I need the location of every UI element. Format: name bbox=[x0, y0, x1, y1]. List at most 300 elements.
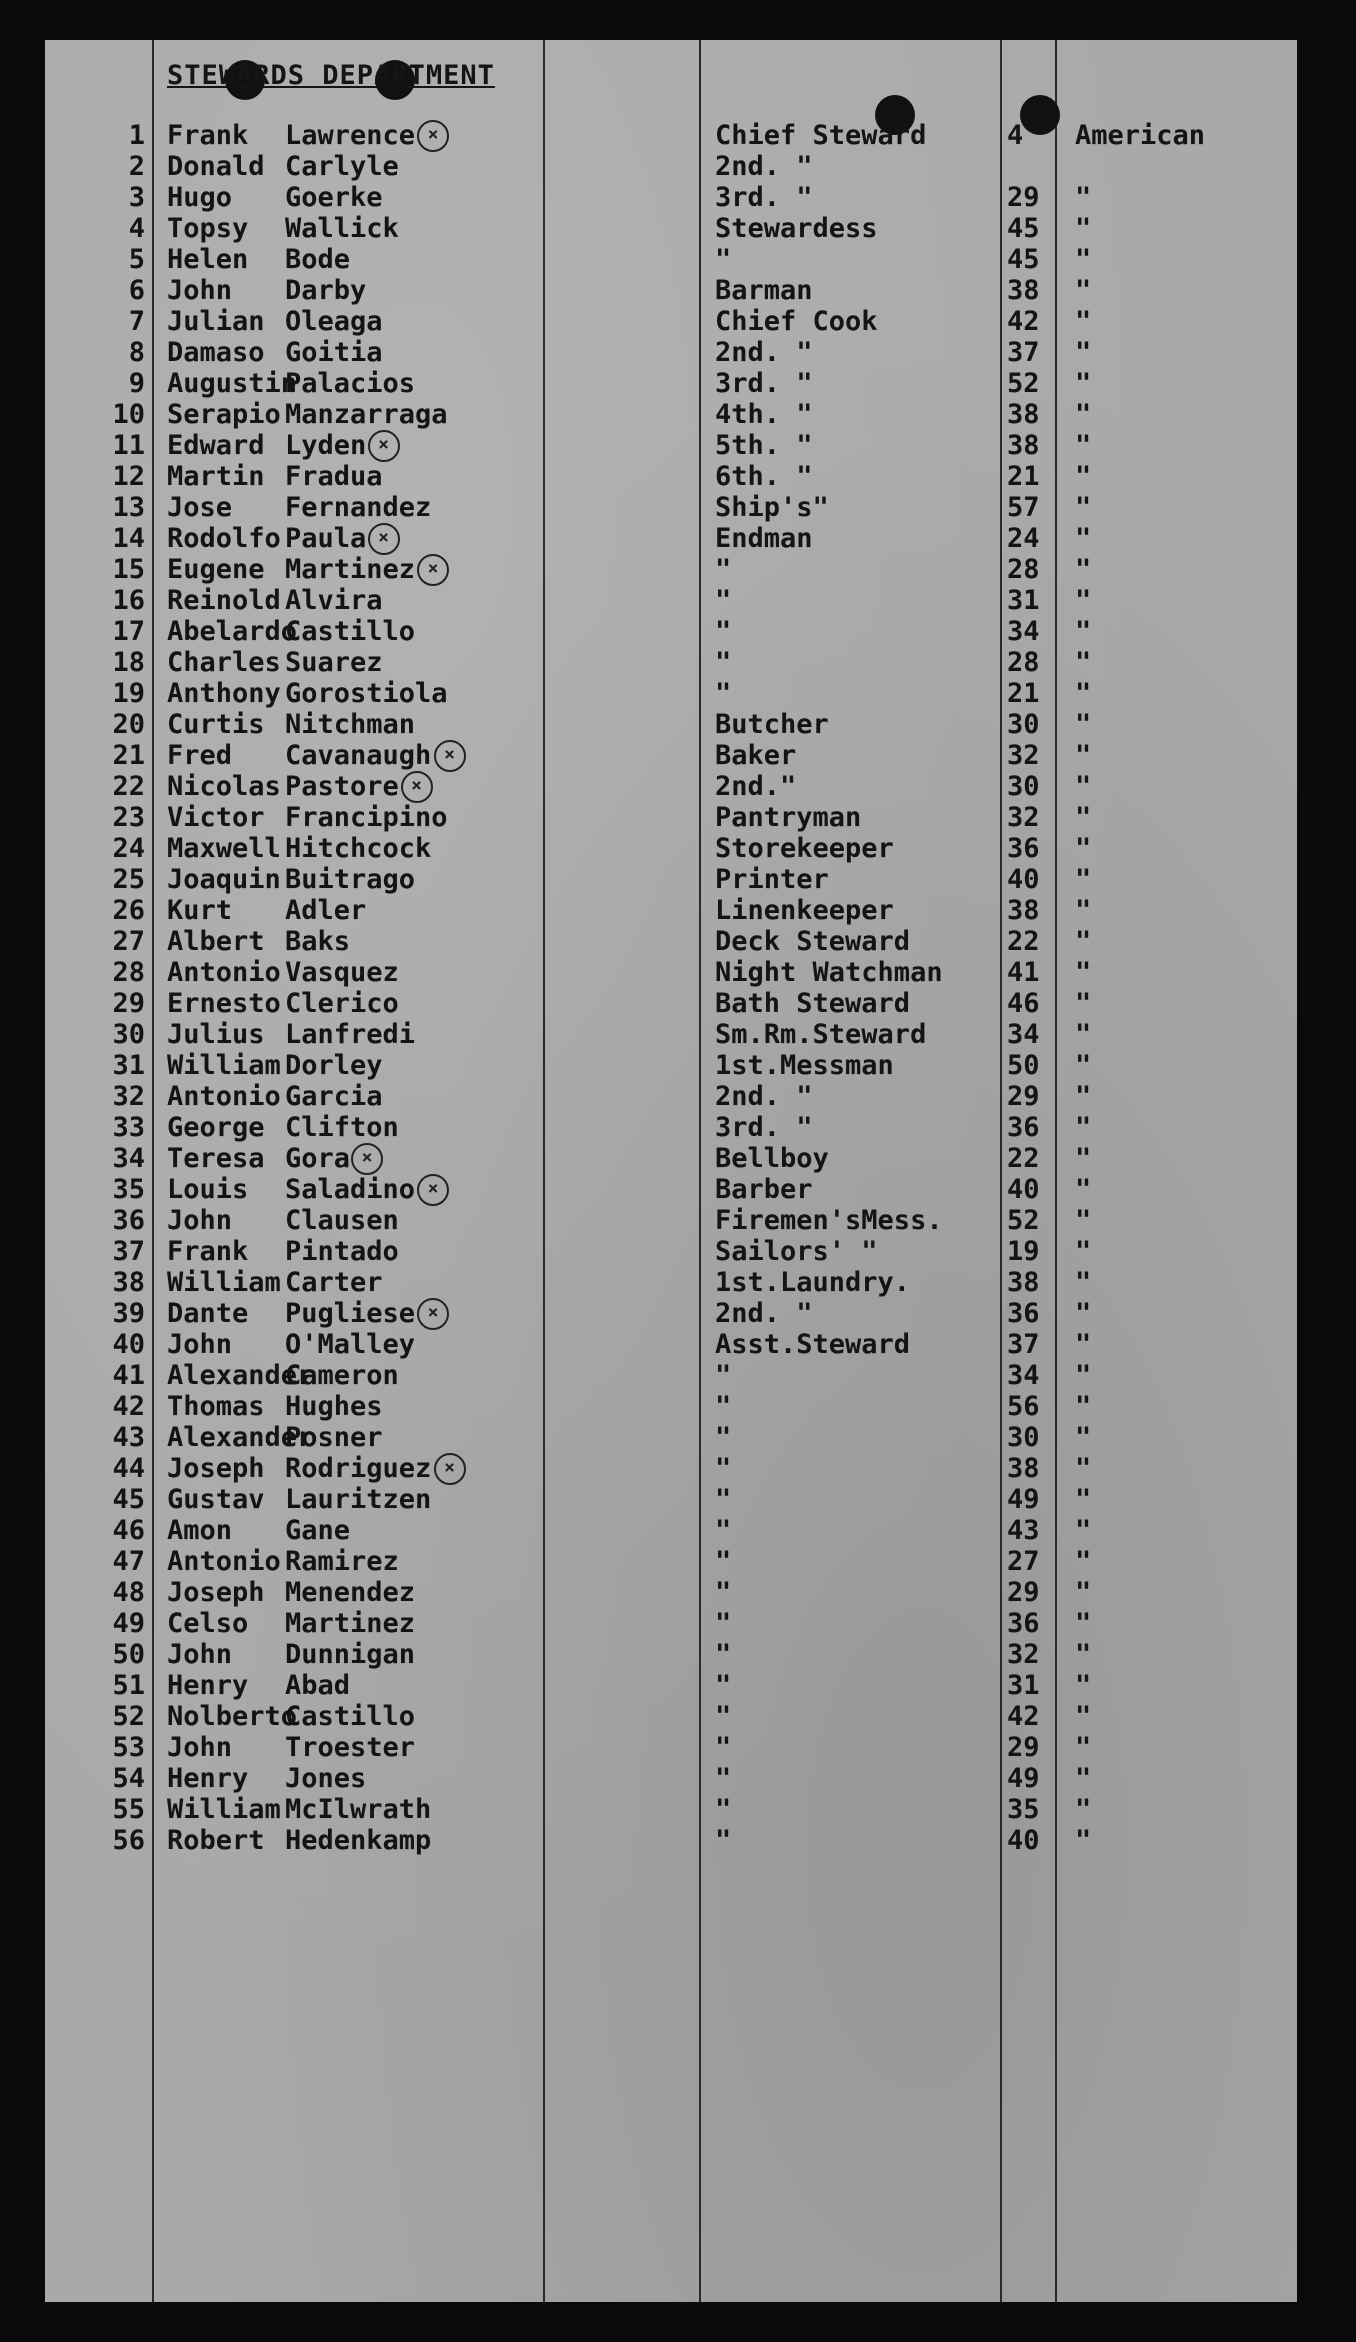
nationality: " bbox=[1075, 1732, 1092, 1763]
rating: " bbox=[715, 1422, 732, 1453]
first-name: Joseph bbox=[167, 1453, 265, 1484]
first-name: Victor bbox=[167, 802, 265, 833]
row-number: 38 bbox=[112, 1267, 145, 1298]
rating: " bbox=[715, 1794, 732, 1825]
nationality: " bbox=[1075, 1267, 1092, 1298]
age: 35 bbox=[1007, 1794, 1040, 1825]
table-row bbox=[45, 895, 1297, 926]
rating: 1st.Laundry. bbox=[715, 1267, 911, 1298]
row-number: 2 bbox=[128, 151, 145, 182]
last-name: Nitchman bbox=[285, 709, 416, 740]
table-row bbox=[45, 1825, 1297, 1856]
nationality: " bbox=[1075, 1825, 1092, 1856]
row-number: 23 bbox=[112, 802, 145, 833]
first-name: Fred bbox=[167, 740, 233, 771]
first-name: Nicolas bbox=[167, 771, 281, 802]
first-name: Frank bbox=[167, 1236, 249, 1267]
row-number: 44 bbox=[112, 1453, 145, 1484]
nationality: " bbox=[1075, 1143, 1092, 1174]
row-number: 39 bbox=[112, 1298, 145, 1329]
nationality: " bbox=[1075, 1422, 1092, 1453]
last-name: Goitia bbox=[285, 337, 383, 368]
last-name: Goerke bbox=[285, 182, 383, 213]
table-row bbox=[45, 213, 1297, 244]
rating: Endman bbox=[715, 523, 813, 554]
row-number: 12 bbox=[112, 461, 145, 492]
age: 31 bbox=[1007, 585, 1040, 616]
row-number: 15 bbox=[112, 554, 145, 585]
nationality: " bbox=[1075, 1608, 1092, 1639]
age: 29 bbox=[1007, 1081, 1040, 1112]
age: 36 bbox=[1007, 1112, 1040, 1143]
rating: 6th. " bbox=[715, 461, 813, 492]
first-name: Antonio bbox=[167, 957, 281, 988]
row-number: 41 bbox=[112, 1360, 145, 1391]
last-name: Castillo bbox=[285, 1701, 416, 1732]
nationality: " bbox=[1075, 461, 1092, 492]
rating: Sm.Rm.Steward bbox=[715, 1019, 927, 1050]
age: 40 bbox=[1007, 1825, 1040, 1856]
age: 30 bbox=[1007, 771, 1040, 802]
nationality: " bbox=[1075, 1546, 1092, 1577]
row-number: 48 bbox=[112, 1577, 145, 1608]
rating: " bbox=[715, 678, 732, 709]
age: 46 bbox=[1007, 988, 1040, 1019]
age: 42 bbox=[1007, 1701, 1040, 1732]
nationality: " bbox=[1075, 647, 1092, 678]
table-row bbox=[45, 771, 1297, 802]
last-name: Rodriguez bbox=[285, 1453, 432, 1484]
rating: Barman bbox=[715, 275, 813, 306]
table-row bbox=[45, 833, 1297, 864]
rating: 2nd. " bbox=[715, 1081, 813, 1112]
nationality: " bbox=[1075, 1577, 1092, 1608]
last-name: Lauritzen bbox=[285, 1484, 432, 1515]
nationality: " bbox=[1075, 1701, 1092, 1732]
first-name: Maxwell bbox=[167, 833, 281, 864]
first-name: Joaquin bbox=[167, 864, 281, 895]
rating: " bbox=[715, 1763, 732, 1794]
nationality: " bbox=[1075, 1112, 1092, 1143]
age: 28 bbox=[1007, 554, 1040, 585]
age: 36 bbox=[1007, 1298, 1040, 1329]
first-name: Augustin bbox=[167, 368, 298, 399]
age: 29 bbox=[1007, 1732, 1040, 1763]
table-row bbox=[45, 1453, 1297, 1484]
row-number: 20 bbox=[112, 709, 145, 740]
row-number: 55 bbox=[112, 1794, 145, 1825]
age: 21 bbox=[1007, 678, 1040, 709]
first-name: Antonio bbox=[167, 1546, 281, 1577]
table-row bbox=[45, 1081, 1297, 1112]
row-number: 10 bbox=[112, 399, 145, 430]
nationality: " bbox=[1075, 399, 1092, 430]
last-name: Ramirez bbox=[285, 1546, 399, 1577]
rating: 2nd. " bbox=[715, 337, 813, 368]
table-row bbox=[45, 1484, 1297, 1515]
last-name: Cavanaugh bbox=[285, 740, 432, 771]
table-row bbox=[45, 1546, 1297, 1577]
table-row bbox=[45, 647, 1297, 678]
rating: " bbox=[715, 244, 732, 275]
nationality: " bbox=[1075, 771, 1092, 802]
nationality: " bbox=[1075, 1236, 1092, 1267]
rating: Linenkeeper bbox=[715, 895, 894, 926]
rating: " bbox=[715, 1391, 732, 1422]
first-name: Martin bbox=[167, 461, 265, 492]
nationality: " bbox=[1075, 368, 1092, 399]
rating: Chief Cook bbox=[715, 306, 878, 337]
last-name: Pugliese bbox=[285, 1298, 416, 1329]
first-name: Kurt bbox=[167, 895, 233, 926]
nationality: " bbox=[1075, 1205, 1092, 1236]
table-row bbox=[45, 244, 1297, 275]
nationality: " bbox=[1075, 895, 1092, 926]
table-row bbox=[45, 1050, 1297, 1081]
table-row bbox=[45, 740, 1297, 771]
nationality: " bbox=[1075, 802, 1092, 833]
age: 43 bbox=[1007, 1515, 1040, 1546]
row-number: 8 bbox=[128, 337, 145, 368]
age: 27 bbox=[1007, 1546, 1040, 1577]
age: 40 bbox=[1007, 864, 1040, 895]
row-number: 4 bbox=[128, 213, 145, 244]
age: 49 bbox=[1007, 1763, 1040, 1794]
nationality: " bbox=[1075, 585, 1092, 616]
nationality: " bbox=[1075, 1174, 1092, 1205]
row-number: 21 bbox=[112, 740, 145, 771]
first-name: Gustav bbox=[167, 1484, 265, 1515]
last-name: Hedenkamp bbox=[285, 1825, 432, 1856]
last-name: Gorostiola bbox=[285, 678, 448, 709]
last-name: Adler bbox=[285, 895, 367, 926]
circled-x-mark-icon: × bbox=[417, 1174, 449, 1206]
row-number: 6 bbox=[128, 275, 145, 306]
age: 30 bbox=[1007, 1422, 1040, 1453]
row-number: 42 bbox=[112, 1391, 145, 1422]
age: 38 bbox=[1007, 1267, 1040, 1298]
age: 34 bbox=[1007, 1019, 1040, 1050]
row-number: 46 bbox=[112, 1515, 145, 1546]
crew-list-sheet bbox=[45, 40, 1297, 2302]
last-name: Menendez bbox=[285, 1577, 416, 1608]
first-name: John bbox=[167, 275, 233, 306]
row-number: 9 bbox=[128, 368, 145, 399]
circled-x-mark-icon: × bbox=[417, 1298, 449, 1330]
nationality: " bbox=[1075, 1453, 1092, 1484]
last-name: Pintado bbox=[285, 1236, 399, 1267]
row-number: 34 bbox=[112, 1143, 145, 1174]
circled-x-mark-icon: × bbox=[368, 523, 400, 555]
row-number: 36 bbox=[112, 1205, 145, 1236]
rating: 1st.Messman bbox=[715, 1050, 894, 1081]
rating: 3rd. " bbox=[715, 1112, 813, 1143]
first-name: Celso bbox=[167, 1608, 249, 1639]
table-row bbox=[45, 1608, 1297, 1639]
last-name: Clifton bbox=[285, 1112, 399, 1143]
first-name: John bbox=[167, 1205, 233, 1236]
age: 56 bbox=[1007, 1391, 1040, 1422]
table-row bbox=[45, 461, 1297, 492]
row-number: 25 bbox=[112, 864, 145, 895]
rating: " bbox=[715, 647, 732, 678]
last-name: Martinez bbox=[285, 1608, 416, 1639]
age: 34 bbox=[1007, 616, 1040, 647]
row-number: 51 bbox=[112, 1670, 145, 1701]
age: 28 bbox=[1007, 647, 1040, 678]
table-row bbox=[45, 1112, 1297, 1143]
table-row bbox=[45, 1019, 1297, 1050]
rating: Chief Steward bbox=[715, 120, 927, 151]
first-name: Henry bbox=[167, 1763, 249, 1794]
row-number: 5 bbox=[128, 244, 145, 275]
last-name: Martinez bbox=[285, 554, 416, 585]
rating: Ship's" bbox=[715, 492, 829, 523]
last-name: Francipino bbox=[285, 802, 448, 833]
age: 4 bbox=[1007, 120, 1024, 151]
table-row bbox=[45, 399, 1297, 430]
age: 22 bbox=[1007, 926, 1040, 957]
row-number: 28 bbox=[112, 957, 145, 988]
nationality: " bbox=[1075, 337, 1092, 368]
row-number: 56 bbox=[112, 1825, 145, 1856]
first-name: Jose bbox=[167, 492, 233, 523]
table-row bbox=[45, 678, 1297, 709]
age: 32 bbox=[1007, 802, 1040, 833]
rating: " bbox=[715, 554, 732, 585]
circled-x-mark-icon: × bbox=[401, 771, 433, 803]
nationality: " bbox=[1075, 275, 1092, 306]
first-name: Thomas bbox=[167, 1391, 265, 1422]
circled-x-mark-icon: × bbox=[434, 740, 466, 772]
row-number: 30 bbox=[112, 1019, 145, 1050]
last-name: Jones bbox=[285, 1763, 367, 1794]
table-row bbox=[45, 957, 1297, 988]
last-name: Palacios bbox=[285, 368, 416, 399]
table-row bbox=[45, 1670, 1297, 1701]
rating: " bbox=[715, 1825, 732, 1856]
rating: Bellboy bbox=[715, 1143, 829, 1174]
last-name: Clerico bbox=[285, 988, 399, 1019]
table-row bbox=[45, 182, 1297, 213]
first-name: Abelardo bbox=[167, 616, 298, 647]
rating: 4th. " bbox=[715, 399, 813, 430]
row-number: 18 bbox=[112, 647, 145, 678]
first-name: Rodolfo bbox=[167, 523, 281, 554]
row-number: 26 bbox=[112, 895, 145, 926]
rating: " bbox=[715, 1701, 732, 1732]
age: 52 bbox=[1007, 1205, 1040, 1236]
nationality: " bbox=[1075, 1515, 1092, 1546]
row-number: 53 bbox=[112, 1732, 145, 1763]
row-number: 47 bbox=[112, 1546, 145, 1577]
age: 38 bbox=[1007, 275, 1040, 306]
last-name: Paula bbox=[285, 523, 367, 554]
first-name: Julius bbox=[167, 1019, 265, 1050]
table-row bbox=[45, 585, 1297, 616]
age: 30 bbox=[1007, 709, 1040, 740]
first-name: Robert bbox=[167, 1825, 265, 1856]
last-name: Alvira bbox=[285, 585, 383, 616]
first-name: John bbox=[167, 1329, 233, 1360]
circled-x-mark-icon: × bbox=[434, 1453, 466, 1485]
nationality: " bbox=[1075, 244, 1092, 275]
age: 45 bbox=[1007, 213, 1040, 244]
row-number: 35 bbox=[112, 1174, 145, 1205]
table-row bbox=[45, 1174, 1297, 1205]
table-row bbox=[45, 337, 1297, 368]
nationality: " bbox=[1075, 1360, 1092, 1391]
rating: " bbox=[715, 1670, 732, 1701]
table-row bbox=[45, 988, 1297, 1019]
first-name: Joseph bbox=[167, 1577, 265, 1608]
row-number: 14 bbox=[112, 523, 145, 554]
row-number: 7 bbox=[128, 306, 145, 337]
last-name: Posner bbox=[285, 1422, 383, 1453]
circled-x-mark-icon: × bbox=[417, 120, 449, 152]
last-name: Oleaga bbox=[285, 306, 383, 337]
rating: Baker bbox=[715, 740, 797, 771]
department-heading: STEWARDS DEPARTMENT bbox=[167, 60, 495, 91]
table-row bbox=[45, 1391, 1297, 1422]
table-row bbox=[45, 554, 1297, 585]
rating: Stewardess bbox=[715, 213, 878, 244]
last-name: Garcia bbox=[285, 1081, 383, 1112]
table-row bbox=[45, 1143, 1297, 1174]
first-name: Nolberto bbox=[167, 1701, 298, 1732]
circled-x-mark-icon: × bbox=[368, 430, 400, 462]
first-name: Alexander bbox=[167, 1360, 314, 1391]
age: 38 bbox=[1007, 399, 1040, 430]
rating: " bbox=[715, 585, 732, 616]
rating: " bbox=[715, 1577, 732, 1608]
rating: Printer bbox=[715, 864, 829, 895]
last-name: O'Malley bbox=[285, 1329, 416, 1360]
first-name: Helen bbox=[167, 244, 249, 275]
last-name: Saladino bbox=[285, 1174, 416, 1205]
row-number: 33 bbox=[112, 1112, 145, 1143]
first-name: Dante bbox=[167, 1298, 249, 1329]
last-name: McIlwrath bbox=[285, 1794, 432, 1825]
first-name: Reinold bbox=[167, 585, 281, 616]
nationality: " bbox=[1075, 833, 1092, 864]
age: 38 bbox=[1007, 430, 1040, 461]
rating: 3rd. " bbox=[715, 368, 813, 399]
last-name: Bode bbox=[285, 244, 351, 275]
first-name: William bbox=[167, 1267, 281, 1298]
first-name: Albert bbox=[167, 926, 265, 957]
age: 36 bbox=[1007, 1608, 1040, 1639]
age: 21 bbox=[1007, 461, 1040, 492]
first-name: William bbox=[167, 1794, 281, 1825]
first-name: Charles bbox=[167, 647, 281, 678]
last-name: Hitchcock bbox=[285, 833, 432, 864]
last-name: Fradua bbox=[285, 461, 383, 492]
first-name: Ernesto bbox=[167, 988, 281, 1019]
row-number: 29 bbox=[112, 988, 145, 1019]
first-name: Damaso bbox=[167, 337, 265, 368]
rating: " bbox=[715, 1453, 732, 1484]
age: 37 bbox=[1007, 1329, 1040, 1360]
rating: Night Watchman bbox=[715, 957, 943, 988]
rating: " bbox=[715, 1484, 732, 1515]
table-row bbox=[45, 1298, 1297, 1329]
first-name: John bbox=[167, 1732, 233, 1763]
table-row bbox=[45, 1329, 1297, 1360]
nationality: " bbox=[1075, 213, 1092, 244]
nationality: " bbox=[1075, 926, 1092, 957]
table-row bbox=[45, 1267, 1297, 1298]
row-number: 32 bbox=[112, 1081, 145, 1112]
nationality: " bbox=[1075, 1794, 1092, 1825]
table-row bbox=[45, 1732, 1297, 1763]
row-number: 43 bbox=[112, 1422, 145, 1453]
last-name: Gora bbox=[285, 1143, 351, 1174]
table-row bbox=[45, 1422, 1297, 1453]
age: 22 bbox=[1007, 1143, 1040, 1174]
last-name: Troester bbox=[285, 1732, 416, 1763]
last-name: Pastore bbox=[285, 771, 399, 802]
age: 45 bbox=[1007, 244, 1040, 275]
row-number: 27 bbox=[112, 926, 145, 957]
row-number: 31 bbox=[112, 1050, 145, 1081]
last-name: Manzarraga bbox=[285, 399, 448, 430]
last-name: Hughes bbox=[285, 1391, 383, 1422]
nationality: " bbox=[1075, 709, 1092, 740]
nationality: " bbox=[1075, 740, 1092, 771]
first-name: Curtis bbox=[167, 709, 265, 740]
first-name: Topsy bbox=[167, 213, 249, 244]
last-name: Abad bbox=[285, 1670, 351, 1701]
rating: Barber bbox=[715, 1174, 813, 1205]
first-name: Amon bbox=[167, 1515, 233, 1546]
table-row bbox=[45, 1639, 1297, 1670]
rating: " bbox=[715, 1732, 732, 1763]
last-name: Carter bbox=[285, 1267, 383, 1298]
nationality: " bbox=[1075, 1484, 1092, 1515]
rating: " bbox=[715, 1360, 732, 1391]
row-number: 52 bbox=[112, 1701, 145, 1732]
rating: Storekeeper bbox=[715, 833, 894, 864]
rating: 2nd. " bbox=[715, 1298, 813, 1329]
row-number: 45 bbox=[112, 1484, 145, 1515]
last-name: Dorley bbox=[285, 1050, 383, 1081]
rating: Pantryman bbox=[715, 802, 862, 833]
first-name: Serapio bbox=[167, 399, 281, 430]
first-name: Donald bbox=[167, 151, 265, 182]
age: 57 bbox=[1007, 492, 1040, 523]
last-name: Vasquez bbox=[285, 957, 399, 988]
row-number: 24 bbox=[112, 833, 145, 864]
rating: " bbox=[715, 1639, 732, 1670]
age: 38 bbox=[1007, 1453, 1040, 1484]
first-name: George bbox=[167, 1112, 265, 1143]
rating: " bbox=[715, 1515, 732, 1546]
age: 29 bbox=[1007, 1577, 1040, 1608]
nationality: American bbox=[1075, 120, 1206, 151]
row-number: 40 bbox=[112, 1329, 145, 1360]
row-number: 3 bbox=[128, 182, 145, 213]
nationality: " bbox=[1075, 957, 1092, 988]
nationality: " bbox=[1075, 306, 1092, 337]
first-name: Louis bbox=[167, 1174, 249, 1205]
age: 36 bbox=[1007, 833, 1040, 864]
age: 29 bbox=[1007, 182, 1040, 213]
nationality: " bbox=[1075, 1670, 1092, 1701]
table-row bbox=[45, 1794, 1297, 1825]
table-row bbox=[45, 120, 1297, 151]
rating: Bath Steward bbox=[715, 988, 911, 1019]
